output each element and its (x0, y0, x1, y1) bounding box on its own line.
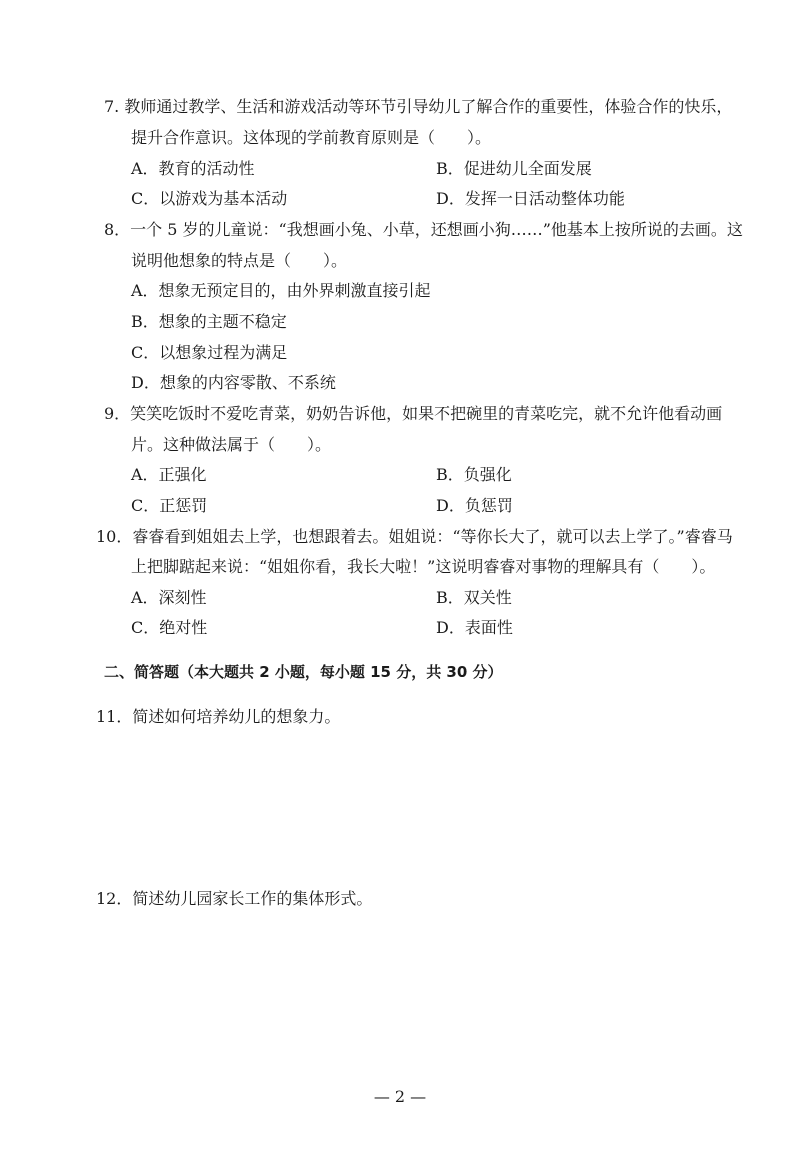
question-9-option-c: C．正惩罚 (131, 496, 208, 515)
question-10-option-c: C．绝对性 (131, 618, 208, 637)
question-10-option-d: D．表面性 (436, 618, 513, 637)
question-8-option-b: B．想象的主题不稳定 (131, 312, 287, 331)
question-8-stem-cont: 说明他想象的特点是（ ）。 (131, 251, 348, 270)
question-8-option-c: C．以想象过程为满足 (131, 343, 288, 362)
question-9-stem: 9．笑笑吃饭时不爱吃青菜，奶奶告诉他，如果不把碗里的青菜吃完，就不允许他看动画 (104, 404, 723, 423)
question-9-stem-cont: 片。这种做法属于（ ）。 (131, 435, 332, 454)
question-7-option-d: D．发挥一日活动整体功能 (436, 189, 625, 208)
question-9-option-a: A．正强化 (131, 465, 207, 484)
question-7-option-a: A．教育的活动性 (131, 159, 255, 178)
section-title: 二、简答题（本大题共 2 小题，每小题 15 分，共 30 分） (104, 663, 503, 681)
question-8-option-d: D．想象的内容零散、不系统 (131, 373, 336, 392)
question-8-option-a: A．想象无预定目的，由外界刺激直接引起 (131, 281, 431, 300)
question-10-stem: 10．睿睿看到姐姐去上学，也想跟着去。姐姐说：“等你长大了，就可以去上学了。”睿睿马 (96, 527, 733, 546)
question-9-option-d: D．负惩罚 (436, 496, 513, 515)
question-7-option-c: C．以游戏为基本活动 (131, 189, 288, 208)
question-7-stem-cont: 提升合作意识。这体现的学前教育原则是（ ）。 (131, 128, 492, 147)
question-7-option-b: B．促进幼儿全面发展 (436, 159, 592, 178)
question-9-option-b: B．负强化 (436, 465, 512, 484)
question-10-option-a: A．深刻性 (131, 588, 207, 607)
question-12: 12．简述幼儿园家长工作的集体形式。 (96, 889, 373, 908)
page-number: — 2 — (373, 1087, 427, 1106)
question-7-stem: 7. 教师通过教学、生活和游戏活动等环节引导幼儿了解合作的重要性，体验合作的快乐， (104, 97, 733, 116)
question-8-stem: 8．一个 5 岁的儿童说：“我想画小兔、小草，还想画小狗……”他基本上按所说的去画。这 (104, 220, 743, 239)
question-10-stem-cont: 上把脚踮起来说：“姐姐你看，我长大啦！”这说明睿睿对事物的理解具有（ ）。 (131, 557, 716, 576)
question-11: 11．简述如何培养幼儿的想象力。 (96, 707, 341, 726)
question-10-option-b: B．双关性 (436, 588, 512, 607)
